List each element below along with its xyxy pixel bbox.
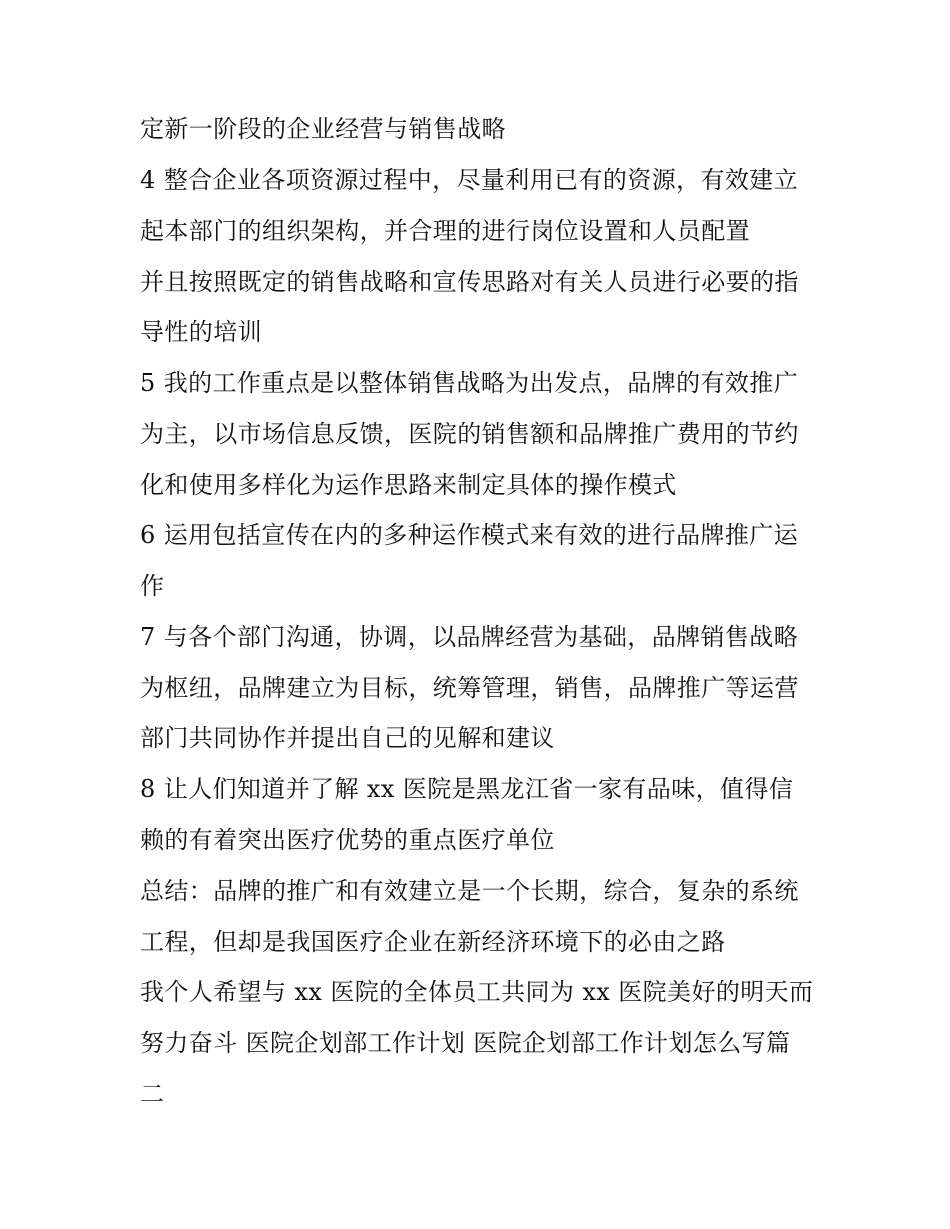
text-line: 工程，但却是我国医疗企业在新经济环境下的必由之路 [140,928,726,956]
text-line: 8 让人们知道并了解 xx 医院是黑龙江省一家有品味，值得信 [140,775,794,803]
text-line: 5 我的工作重点是以整体销售战略为出发点，品牌的有效推广 [140,369,799,397]
text-line: 化和使用多样化为运作思路来制定具体的操作模式 [140,471,677,499]
text-line: 部门共同协作并提出自己的见解和建议 [140,724,555,752]
text-line: 4 整合企业各项资源过程中，尽量利用已有的资源，有效建立 [140,166,799,194]
text-line: 起本部门的组织架构，并合理的进行岗位设置和人员配置 [140,217,750,245]
text-line: 我个人希望与 xx 医院的全体员工共同为 xx 医院美好的明天而 [140,978,814,1006]
text-line: 为枢纽，品牌建立为目标，统筹管理，销售，品牌推广等运营 [140,674,799,702]
text-line: 导性的培训 [140,318,262,346]
text-line: 赖的有着突出医疗优势的重点医疗单位 [140,826,555,854]
text-line: 作 [140,572,165,600]
text-line: 为主，以市场信息反馈，医院的销售额和品牌推广费用的节约 [140,420,799,448]
text-line: 努力奋斗 医院企划部工作计划 医院企划部工作计划怎么写篇 [140,1029,791,1057]
text-line: 总结：品牌的推广和有效建立是一个长期，综合，复杂的系统 [140,877,799,905]
text-line: 6 运用包括宣传在内的多种运作模式来有效的进行品牌推广运 [140,521,799,549]
text-line: 定新一阶段的企业经营与销售战略 [140,115,506,143]
text-line: 7 与各个部门沟通，协调，以品牌经营为基础，品牌销售战略 [140,623,799,651]
text-line: 并且按照既定的销售战略和宣传思路对有关人员进行必要的指 [140,268,799,296]
text-line: 二 [140,1080,165,1108]
